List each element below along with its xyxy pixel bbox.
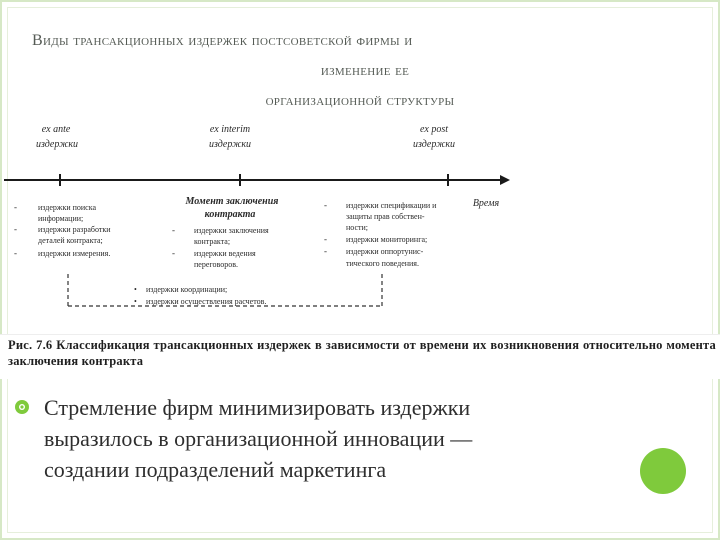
time-label: Время	[472, 198, 500, 209]
list-item: издержки ведения	[194, 249, 256, 258]
ex-interim-list	[172, 225, 269, 269]
list-item: деталей контракта;	[38, 236, 103, 245]
list-item: контракта;	[194, 237, 231, 246]
bullet-text-line: Стремление фирм минимизировать издержки	[44, 395, 471, 420]
list-item: ности;	[346, 223, 369, 232]
title-line-2: изменение ее	[320, 62, 410, 79]
bullet-text	[44, 392, 644, 485]
dash-marker: -	[324, 246, 327, 256]
label-ex-post-1: ex post	[419, 124, 449, 135]
dash-marker: -	[172, 248, 175, 258]
list-item: издержки координации;	[146, 285, 228, 294]
bullet-marker: •	[134, 285, 137, 294]
title-line-3: организационной структуры	[265, 92, 455, 109]
coordination-bracket	[68, 274, 382, 306]
bullet-text-line: выразилось в организационной инновации —	[44, 426, 473, 451]
list-item: переговоров.	[194, 260, 238, 269]
list-item: издержки осуществления расчетов.	[146, 297, 267, 306]
label-ex-ante-1: ex ante	[41, 124, 71, 135]
label-ex-ante-2: издержки	[35, 139, 79, 150]
diagram-svg	[0, 116, 720, 338]
bullet-text-line: создании подразделений маркетинга	[44, 457, 387, 482]
dash-marker: -	[172, 225, 175, 235]
list-item: издержки спецификации и	[346, 201, 437, 210]
dash-marker: -	[14, 202, 17, 212]
gear-bullet-icon	[14, 399, 30, 415]
title-line-1: Виды трансакционных издержек постсоветской фирмы и	[32, 32, 413, 49]
green-circle-decoration	[640, 448, 686, 494]
list-item: издержки мониторинга;	[346, 235, 428, 244]
list-item: информации;	[38, 214, 84, 223]
list-item: защиты прав собствен-	[346, 212, 425, 221]
list-item: издержки оппортунис-	[346, 247, 424, 256]
list-item: издержки заключения	[194, 226, 269, 235]
time-axis-arrow	[500, 175, 510, 185]
dash-marker: -	[324, 200, 327, 210]
contract-moment-1: Момент заключения	[185, 196, 279, 207]
list-item: издержки разработки	[38, 225, 111, 234]
figure-caption: Рис. 7.6 Классификация трансакционных издержек в зависимости от времени их возникновения относительно момента заключения контракта	[8, 338, 716, 368]
list-item: издержки измерения.	[38, 249, 111, 258]
contract-moment-2: контракта	[204, 209, 256, 220]
list-item: издержки поиска	[38, 203, 97, 212]
dash-marker: -	[14, 248, 17, 258]
label-ex-interim-2: издержки	[208, 139, 252, 150]
ex-ante-list	[14, 202, 111, 258]
list-item: тического поведения.	[346, 259, 419, 268]
ex-post-list	[324, 200, 437, 268]
dash-marker: -	[324, 234, 327, 244]
slide-title	[10, 26, 710, 116]
bullet-marker: •	[134, 297, 137, 306]
label-ex-interim-1: ex interim	[209, 124, 251, 135]
dash-marker: -	[14, 224, 17, 234]
label-ex-post-2: издержки	[412, 139, 456, 150]
